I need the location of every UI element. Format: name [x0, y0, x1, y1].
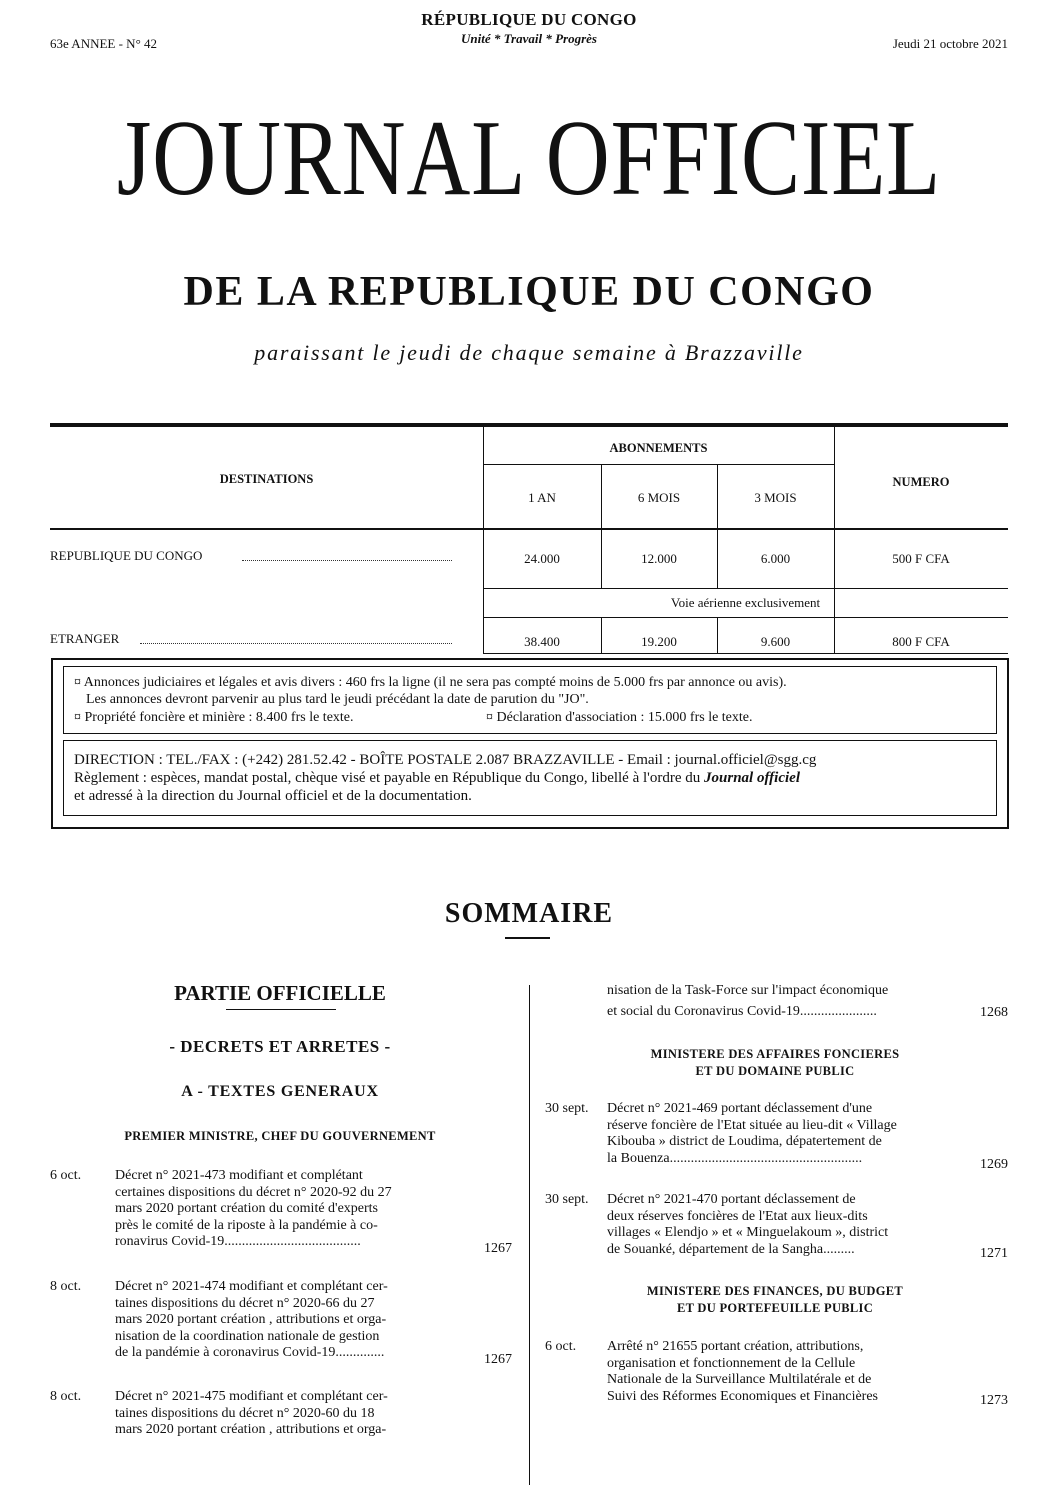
entry-text: [115, 1168, 392, 1251]
direction-contact: DIRECTION : TEL./FAX : (+242) 281.52.42 - BOÎTE POSTALE 2.087 BRAZZAVILLE - Email : journal.officiel@sgg.cg: [74, 752, 817, 768]
air-mail-note: Voie aérienne exclusivement: [670, 595, 821, 610]
period-1an: 1 AN: [528, 490, 556, 505]
entry-date: 6 oct.: [545, 1339, 577, 1354]
table-rule: [483, 464, 834, 465]
ministry-line: MINISTERE DES FINANCES, DU BUDGET: [646, 1284, 904, 1298]
entry-line: certaines dispositions du décret n° 2020-92 du 27: [115, 1184, 392, 1200]
price-congo-numero: 500 F CFA: [892, 551, 950, 566]
direction-box: [63, 740, 997, 816]
notice-association: ¤ Déclaration d'association : 15.000 frs le texte.: [486, 710, 753, 725]
entry-line: mars 2020 portant création du comité d'experts: [115, 1201, 378, 1217]
list-item: [545, 1192, 1010, 1267]
abonnements-header: ABONNEMENTS: [609, 441, 708, 455]
list-item: [50, 1279, 515, 1369]
entry-line: Décret n° 2021-469 portant déclassement d'une: [607, 1101, 873, 1116]
entry-line: et social du Coronavirus Covid-19......................: [607, 1003, 877, 1019]
entry-line: Suivi des Réformes Economiques et Financières: [607, 1388, 878, 1404]
entry-date: 30 sept.: [545, 1101, 589, 1116]
entry-line: près le comité de la riposte à la pandémie à co-: [115, 1217, 378, 1233]
leader-dots: [140, 643, 452, 644]
direction-adresse: et adressé à la direction du Journal officiel et de la documentation.: [74, 788, 472, 804]
period-3mois: 3 MOIS: [754, 490, 797, 505]
price-congo-3mois: 6.000: [760, 551, 791, 566]
entry-page: 1268: [980, 1005, 1008, 1020]
journal-officiel-italic: Journal officiel: [704, 770, 800, 786]
entry-line: Décret n° 2021-475 modifiant et complétant cer-: [115, 1389, 388, 1404]
issue-number: 63e ANNEE - N° 42: [50, 36, 158, 51]
entry-line: Nationale de la Surveillance Multilatérale et de: [607, 1372, 872, 1388]
textes-generaux: A - TEXTES GENERAUX: [181, 1083, 379, 1100]
entry-date: 8 oct.: [50, 1389, 82, 1404]
entry-line: taines dispositions du décret n° 2020-66 du 27: [115, 1295, 375, 1311]
leader-dots: [242, 560, 452, 561]
numero-header: NUMERO: [892, 475, 950, 489]
subscription-table: [50, 423, 1008, 657]
entry-line: Kibouba » district de Loudima, dépatertement de: [607, 1134, 882, 1150]
list-item: [545, 1339, 1010, 1414]
list-item: [545, 1101, 1010, 1176]
reglement-text: Règlement : espèces, mandat postal, chèque visé et payable en République du Congo, libellé à l'ordre du: [74, 770, 701, 786]
destinations-header: DESTINATIONS: [219, 472, 314, 486]
destination-etranger: ETRANGER: [50, 631, 120, 646]
journal-subtitle: DE LA REPUBLIQUE DU CONGO: [183, 269, 875, 315]
entry-line: taines dispositions du décret n° 2020-60 du 18: [115, 1405, 375, 1421]
entry-date: 30 sept.: [545, 1192, 589, 1207]
table-rule: [483, 588, 1008, 589]
entry-line: Décret n° 2021-474 modifiant et complétant cer-: [115, 1279, 388, 1294]
entry-line: Arrêté n° 21655 portant création, attributions,: [607, 1339, 864, 1354]
notices-box: [63, 666, 997, 734]
entry-line: la Bouenza.......................................................: [607, 1150, 863, 1166]
entry-page: 1269: [980, 1157, 1008, 1172]
ministry-line: ET DU DOMAINE PUBLIC: [695, 1064, 855, 1078]
table-divider: [834, 427, 835, 654]
entry-text: [607, 983, 888, 1020]
ministry-affaires-foncieres: [545, 1046, 1005, 1080]
notice-annonces: ¤ Annonces judiciaires et légales et avis divers : 460 frs la ligne (il ne sera pas compté moins de 5.000 frs par annonce ou avis).: [74, 675, 787, 690]
direction-reglement: [74, 770, 800, 787]
entry-line: ronavirus Covid-19.......................................: [115, 1234, 361, 1250]
list-item: [545, 983, 1010, 1023]
entry-line: réserve foncière de l'Etat située au lieu-dit « Village: [607, 1117, 897, 1133]
table-divider: [483, 427, 484, 654]
journal-tagline: paraissant le jeudi de chaque semaine à Brazzaville: [254, 340, 804, 365]
price-etranger-numero: 800 F CFA: [892, 634, 950, 649]
price-etranger-6mois: 19.200: [641, 634, 677, 649]
entry-page: 1267: [484, 1352, 512, 1367]
table-rule: [50, 528, 1008, 530]
country-name: RÉPUBLIQUE DU CONGO: [421, 10, 637, 29]
entry-page: 1267: [484, 1241, 512, 1256]
entry-line: mars 2020 portant création , attributions et orga-: [115, 1422, 387, 1438]
entry-line: de la pandémie à coronavirus Covid-19..............: [115, 1345, 385, 1361]
ministry-finances: [545, 1283, 1005, 1317]
entry-line: Décret n° 2021-470 portant déclassement de: [607, 1192, 856, 1207]
period-6mois: 6 MOIS: [637, 490, 681, 505]
price-congo-1an: 24.000: [524, 551, 560, 566]
notice-propriete: ¤ Propriété foncière et minière : 8.400 frs le texte.: [74, 710, 354, 725]
list-item: [50, 1389, 515, 1449]
entry-page: 1273: [980, 1393, 1008, 1408]
partie-rule: [226, 1009, 336, 1010]
entry-line: Décret n° 2021-473 modifiant et complétant: [115, 1168, 363, 1183]
notice-deadline: Les annonces devront parvenir au plus tard le jeudi précédant la date de parution du "JO".: [86, 692, 589, 707]
entry-line: deux réserves foncières de l'Etat aux lieux-dits: [607, 1208, 868, 1224]
national-motto: Unité * Travail * Progrès: [460, 31, 597, 46]
entry-text: [607, 1101, 897, 1167]
decrets-arretes: - DECRETS ET ARRETES -: [169, 1037, 391, 1056]
ministry-premier-ministre: PREMIER MINISTRE, CHEF DU GOUVERNEMENT: [124, 1129, 436, 1143]
entry-text: [607, 1339, 878, 1405]
issue-date: Jeudi 21 octobre 2021: [892, 36, 1008, 51]
destination-congo: REPUBLIQUE DU CONGO: [50, 548, 203, 563]
table-rule: [483, 617, 1008, 618]
entry-line: nisation de la coordination nationale de gestion: [115, 1328, 380, 1344]
entry-date: 6 oct.: [50, 1168, 82, 1183]
entry-line: de Souanké, département de la Sangha.........: [607, 1241, 855, 1257]
entry-page: 1271: [980, 1246, 1008, 1261]
ministry-line: MINISTERE DES AFFAIRES FONCIERES: [650, 1047, 900, 1061]
ministry-line: ET DU PORTEFEUILLE PUBLIC: [676, 1301, 874, 1315]
entry-text: [607, 1192, 888, 1258]
entry-line: organisation et fonctionnement de la Cellule: [607, 1355, 856, 1371]
price-etranger-1an: 38.400: [524, 634, 560, 649]
price-etranger-3mois: 9.600: [760, 634, 791, 649]
journal-title: JOURNAL OFFICIEL: [116, 99, 942, 218]
sommaire-title: SOMMAIRE: [444, 898, 614, 929]
entry-date: 8 oct.: [50, 1279, 82, 1294]
column-divider: [529, 985, 530, 1485]
entry-text: [115, 1389, 388, 1439]
entry-line: mars 2020 portant création , attributions et orga-: [115, 1312, 387, 1328]
list-item: [50, 1168, 515, 1258]
entry-line: nisation de la Task-Force sur l'impact économique: [607, 983, 889, 998]
table-rule: [483, 653, 1008, 654]
entry-line: villages « Elendjo » et « Minguelakoum », district: [607, 1225, 889, 1241]
entry-text: [115, 1279, 388, 1362]
price-congo-6mois: 12.000: [641, 551, 677, 566]
sommaire-rule: [505, 937, 550, 939]
partie-officielle: PARTIE OFFICIELLE: [174, 981, 386, 1005]
